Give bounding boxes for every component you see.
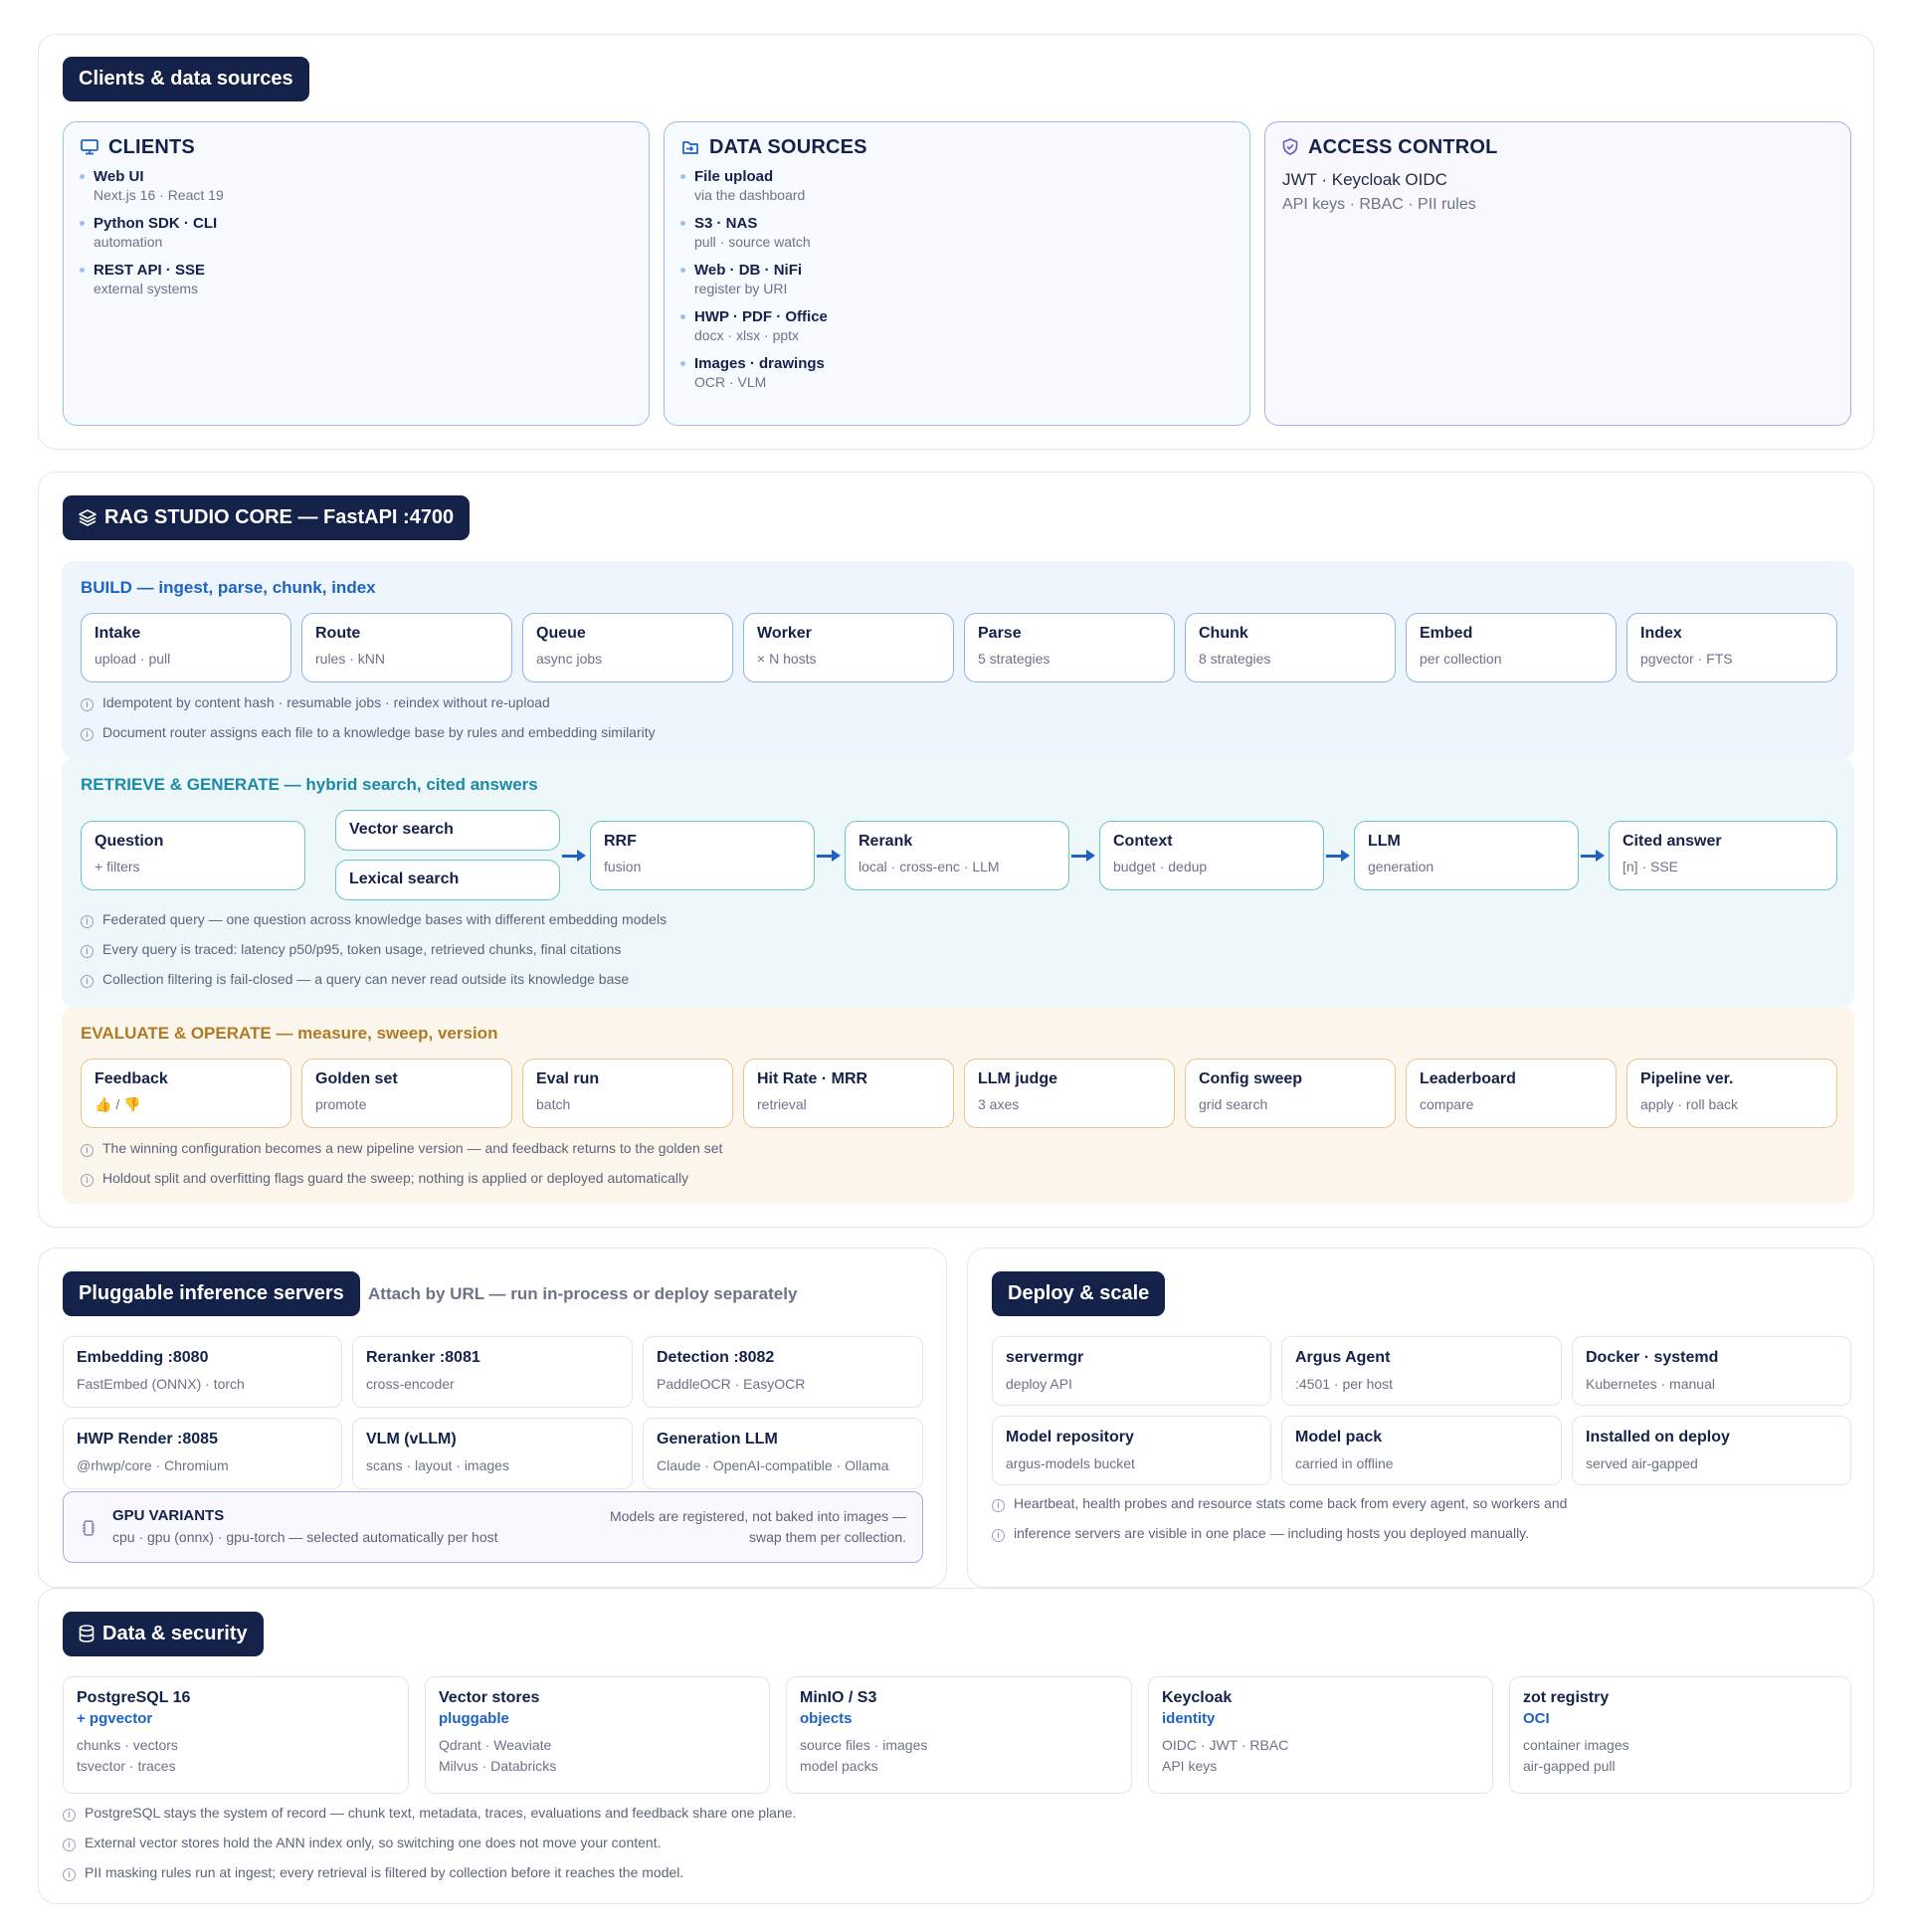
list-item: Web UI Next.js 16 · React 19: [94, 167, 619, 205]
retrieve-note: i Collection filtering is fail-closed — a query can never read outside its knowledge base: [81, 971, 629, 988]
list-item: File upload via the dashboard: [694, 167, 1220, 205]
build-node-route: Route rules · kNN: [301, 613, 512, 682]
info-icon: i: [63, 1868, 76, 1881]
retrieve-band: [62, 758, 1854, 1007]
evaluate-node-pipeline-version: Pipeline ver. apply · roll back: [1626, 1059, 1837, 1128]
retrieve-node-cited-answer: Cited answer [n] · SSE: [1609, 821, 1837, 890]
list-item: Python SDK · CLI automation: [94, 214, 619, 252]
access-control-card-title: ACCESS CONTROL: [1282, 136, 1820, 159]
build-node-embed: Embed per collection: [1406, 613, 1617, 682]
info-icon: i: [81, 728, 94, 741]
list-item: Web · DB · NiFi register by URI: [694, 261, 1220, 298]
data-security-note: i PII masking rules run at ingest; every retrieval is filtered by collection before it reaches the model.: [63, 1864, 683, 1881]
deploy-note: i Heartbeat, health probes and resource stats come back from every agent, so workers and: [992, 1495, 1567, 1512]
evaluate-node-eval-run: Eval run batch: [522, 1059, 733, 1128]
build-node-queue: Queue async jobs: [522, 613, 733, 682]
data-security-note: i External vector stores hold the ANN index only, so switching one does not move your content.: [63, 1835, 662, 1851]
retrieve-node-rerank: Rerank local · cross-enc · LLM: [845, 821, 1069, 890]
flow-arrow: [817, 855, 837, 858]
chip-icon: [82, 1519, 96, 1537]
evaluate-band-title: EVALUATE & OPERATE — measure, sweep, version: [81, 1024, 498, 1043]
build-band-title: BUILD — ingest, parse, chunk, index: [81, 578, 376, 597]
evaluate-note: i The winning configuration becomes a new pipeline version — and feedback returns to the golden set: [81, 1140, 722, 1157]
layers-icon: [79, 509, 96, 526]
gpu-variants-note-1: Models are registered, not baked into images —: [609, 1508, 906, 1524]
import-icon: [681, 139, 699, 155]
access-control-line-2: API keys · RBAC · PII rules: [1282, 196, 1476, 213]
data-security-note: i PostgreSQL stays the system of record — chunk text, metadata, traces, evaluations and feedback share one plane.: [63, 1805, 796, 1822]
build-node-parse: Parse 5 strategies: [964, 613, 1175, 682]
evaluate-node-hit-rate: Hit Rate · MRR retrieval: [743, 1059, 954, 1128]
info-icon: i: [992, 1529, 1005, 1542]
info-icon: i: [81, 698, 94, 711]
list-item: S3 · NAS pull · source watch: [694, 214, 1220, 252]
evaluate-node-golden-set: Golden set promote: [301, 1059, 512, 1128]
clients-section-title: Clients & data sources: [63, 57, 309, 101]
store-postgresql: PostgreSQL 16 + pgvector chunks · vectors tsvector · traces: [63, 1676, 409, 1794]
flow-arrow: [562, 855, 582, 858]
store-minio: MinIO / S3 objects source files · images model packs: [786, 1676, 1132, 1794]
monitor-icon: [81, 139, 98, 155]
info-icon: i: [81, 915, 94, 928]
gpu-variants-sub: cpu · gpu (onnx) · gpu-torch — selected automatically per host: [112, 1529, 498, 1545]
data-sources-card-title: DATA SOURCES: [681, 136, 1220, 159]
store-vector-stores: Vector stores pluggable Qdrant · Weaviate Milvus · Databricks: [425, 1676, 770, 1794]
access-control-line-1: JWT · Keycloak OIDC: [1282, 170, 1447, 189]
retrieve-node-context: Context budget · dedup: [1099, 821, 1324, 890]
info-icon: i: [63, 1838, 76, 1851]
evaluate-node-llm-judge: LLM judge 3 axes: [964, 1059, 1175, 1128]
build-node-worker: Worker × N hosts: [743, 613, 954, 682]
build-band: [62, 561, 1854, 758]
info-icon: i: [992, 1499, 1005, 1512]
build-node-chunk: Chunk 8 strategies: [1185, 613, 1396, 682]
info-icon: i: [81, 1174, 94, 1187]
evaluate-band: [62, 1007, 1854, 1204]
evaluate-node-feedback: Feedback 👍 / 👎: [81, 1059, 291, 1128]
deploy-item-argus-agent: Argus Agent :4501 · per host: [1281, 1336, 1562, 1406]
deploy-item-model-repository: Model repository argus-models bucket: [992, 1416, 1271, 1485]
list-item: REST API · SSE external systems: [94, 261, 619, 298]
inference-section-subtitle: Attach by URL — run in-process or deploy separately: [368, 1284, 798, 1303]
inference-server-reranker: Reranker :8081 cross-encoder: [352, 1336, 633, 1408]
deploy-item-docker: Docker · systemd Kubernetes · manual: [1572, 1336, 1851, 1406]
store-zot-registry: zot registry OCI container images air-gapped pull: [1509, 1676, 1851, 1794]
flow-arrow: [1071, 855, 1091, 858]
shield-icon: [1282, 138, 1298, 155]
deploy-note: i inference servers are visible in one place — including hosts you deployed manually.: [992, 1525, 1529, 1542]
gpu-variants-box: [63, 1491, 923, 1563]
retrieve-node-lexical-search: Lexical search: [335, 860, 560, 900]
retrieve-note: i Every query is traced: latency p50/p95, token usage, retrieved chunks, final citations: [81, 941, 621, 958]
gpu-variants-title: GPU VARIANTS: [112, 1507, 225, 1524]
clients-card: [63, 121, 650, 426]
build-node-index: Index pgvector · FTS: [1626, 613, 1837, 682]
list-item: Images · drawings OCR · VLM: [694, 354, 1220, 392]
data-sources-card: [664, 121, 1250, 426]
retrieve-note: i Federated query — one question across knowledge bases with different embedding models: [81, 911, 667, 928]
retrieve-node-rrf: RRF fusion: [590, 821, 815, 890]
info-icon: i: [81, 975, 94, 988]
evaluate-node-config-sweep: Config sweep grid search: [1185, 1059, 1396, 1128]
inference-server-embedding: Embedding :8080 FastEmbed (ONNX) · torch: [63, 1336, 342, 1408]
flow-arrow: [1581, 855, 1601, 858]
build-node-intake: Intake upload · pull: [81, 613, 291, 682]
info-icon: i: [63, 1809, 76, 1822]
info-icon: i: [81, 945, 94, 958]
retrieve-node-vector-search: Vector search: [335, 810, 560, 851]
clients-card-title: CLIENTS: [81, 136, 619, 159]
database-icon: [79, 1625, 95, 1642]
gpu-variants-note-2: swap them per collection.: [749, 1529, 906, 1545]
list-item: HWP · PDF · Office docx · xlsx · pptx: [694, 307, 1220, 345]
build-note: i Idempotent by content hash · resumable jobs · reindex without re-upload: [81, 694, 550, 711]
inference-server-vlm: VLM (vLLM) scans · layout · images: [352, 1418, 633, 1489]
deploy-section-title: Deploy & scale: [992, 1271, 1165, 1316]
inference-section-title: Pluggable inference servers: [63, 1271, 360, 1316]
retrieve-band-title: RETRIEVE & GENERATE — hybrid search, cited answers: [81, 775, 538, 794]
build-note: i Document router assigns each file to a knowledge base by rules and embedding similarity: [81, 724, 656, 741]
retrieve-node-llm: LLM generation: [1354, 821, 1579, 890]
evaluate-node-leaderboard: Leaderboard compare: [1406, 1059, 1617, 1128]
core-section-title: RAG STUDIO CORE — FastAPI :4700: [63, 495, 470, 540]
inference-server-generation-llm: Generation LLM Claude · OpenAI-compatible · Ollama: [643, 1418, 923, 1489]
flow-arrow: [1326, 855, 1346, 858]
deploy-item-model-pack: Model pack carried in offline: [1281, 1416, 1562, 1485]
deploy-item-installed-on-deploy: Installed on deploy served air-gapped: [1572, 1416, 1851, 1485]
retrieve-node-question: Question + filters: [81, 821, 305, 890]
info-icon: i: [81, 1144, 94, 1157]
deploy-item-servermgr: servermgr deploy API: [992, 1336, 1271, 1406]
data-security-section-title: Data & security: [63, 1612, 264, 1656]
store-keycloak: Keycloak identity OIDC · JWT · RBAC API keys: [1148, 1676, 1493, 1794]
access-control-card: [1264, 121, 1851, 426]
evaluate-note: i Holdout split and overfitting flags guard the sweep; nothing is applied or deployed automatically: [81, 1170, 688, 1187]
inference-server-hwp-render: HWP Render :8085 @rhwp/core · Chromium: [63, 1418, 342, 1489]
inference-server-detection: Detection :8082 PaddleOCR · EasyOCR: [643, 1336, 923, 1408]
